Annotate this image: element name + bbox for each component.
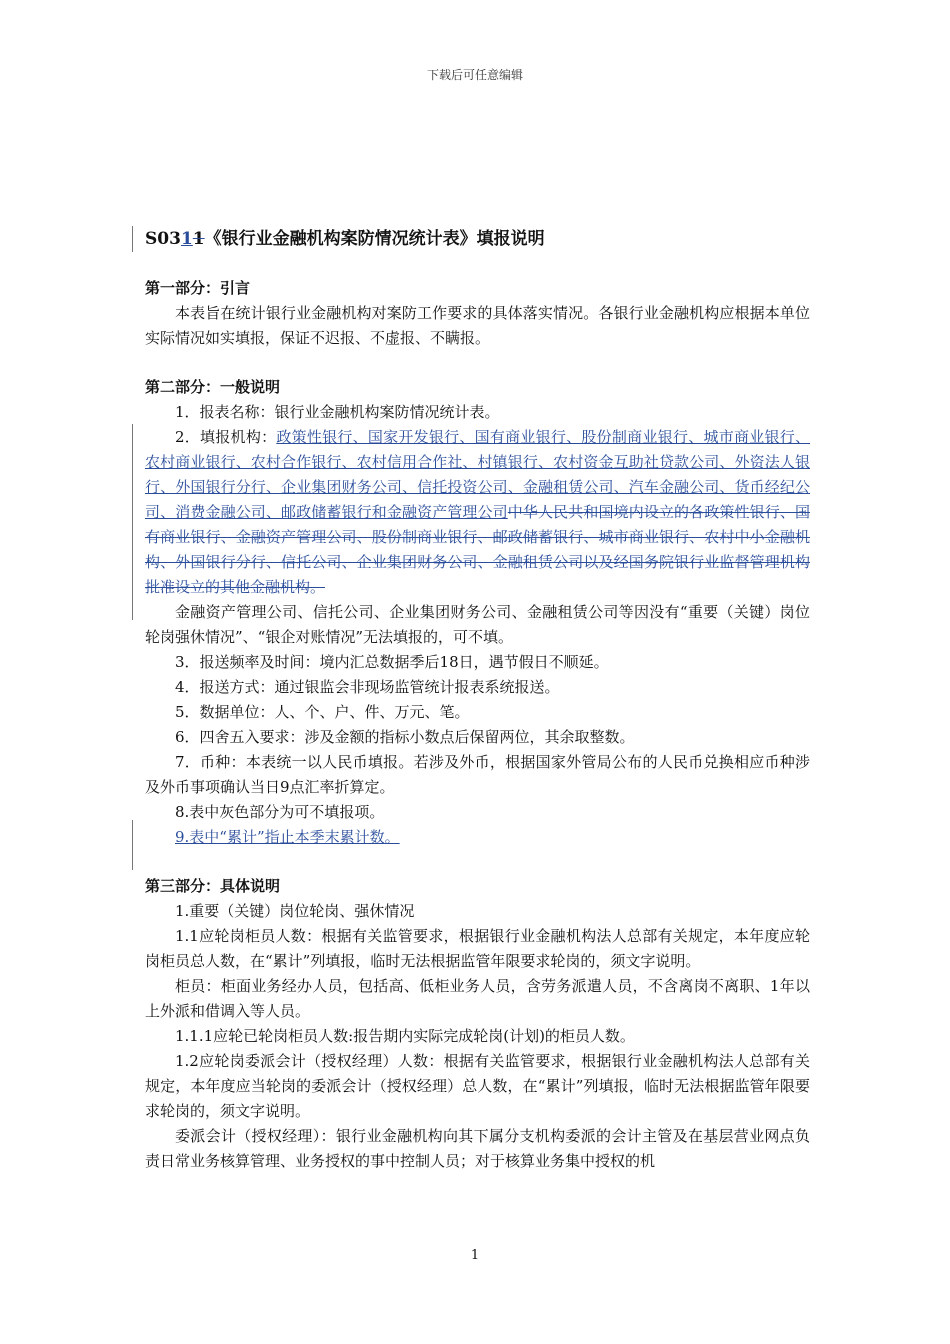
part3-section1-1: 1.1应轮岗柜员人数：根据有关监管要求，根据银行业金融机构法人总部有关规定，本年度应轮岗柜员总人数，在“累计”列填报，临时无法根据监管年限要求轮岗的，须文字说明。 xyxy=(145,927,810,970)
item2-prefix: 2．填报机构： xyxy=(175,428,277,446)
revision-bar-institutions xyxy=(132,424,133,620)
document-body xyxy=(145,226,810,1174)
part2-item4: 4．报送方式：通过银监会非现场监管统计报表系统报送。 xyxy=(175,678,560,696)
part2-item1: 1．报表名称：银行业金融机构案防情况统计表。 xyxy=(175,403,500,421)
part2-item3: 3．报送频率及时间：境内汇总数据季后18日，遇节假日不顺延。 xyxy=(175,653,609,671)
title-code-deleted: 1 xyxy=(192,229,205,249)
title-text: 《银行业金融机构案防情况统计表》填报说明 xyxy=(204,229,545,249)
revision-bar-items xyxy=(132,820,133,870)
item9-inserted-text: 9.表中“累计”指止本季末累计数。 xyxy=(175,828,400,846)
title-code-inserted: 1 xyxy=(180,229,193,249)
part2-item9 xyxy=(145,825,810,850)
page-header: 下载后可任意编辑 xyxy=(426,68,523,82)
part2-item2-note: 金融资产管理公司、信托公司、企业集团财务公司、金融租赁公司等因没有“重要（关键）岗位轮岗强休情况”、“银企对账情况”无法填报的，可不填。 xyxy=(145,603,810,646)
part3-section1: 1.重要（关键）岗位轮岗、强休情况 xyxy=(175,902,415,920)
title-code-prefix: S03 xyxy=(145,229,181,249)
part3-teller-definition: 柜员：柜面业务经办人员，包括高、低柜业务人员，含劳务派遣人员，不含离岗不离职、1年以上外派和借调入等人员。 xyxy=(145,977,810,1020)
part1-paragraph: 本表旨在统计银行业金融机构对案防工作要求的具体落实情况。各银行业金融机构应根据本单位实际情况如实填报，保证不迟报、不虚报、不瞒报。 xyxy=(145,304,810,347)
part2-heading: 第二部分：一般说明 xyxy=(145,378,281,396)
part2-item7: 7．币种：本表统一以人民币填报。若涉及外币，根据国家外管局公布的人民币兑换相应币种涉及外币事项确认当日9点汇率折算定。 xyxy=(145,753,810,796)
item2-inserted-text: 政策性银行、国家开发银行、国有商业银行、股份制商业银行、城市商业银行、农村商业银行、农村合作银行、农村信用合作社、村镇银行、农村资金互助社贷款公司、外资法人银行、外国银行分行、企业集团财务公司、信托投资公司、金融租赁公司、汽车金融公司、货币经纪公司、消费金融公司、邮政储蓄银行和金融资产管理公司 xyxy=(145,428,810,521)
item2-deleted-text: 中华人民共和国境内设立的各政策性银行、国有商业银行、金融资产管理公司、股份制商业银行、邮政储蓄银行、城市商业银行、农村中小金融机构、外国银行分行、信托公司、企业集团财务公司、金融租赁公司以及经国务院银行业监督管理机构批准设立的其他金融机构。 xyxy=(145,503,810,596)
part3-accountant-definition: 委派会计（授权经理）：银行业金融机构向其下属分支机构委派的会计主管及在基层营业网点负责日常业务核算管理、业务授权的事中控制人员；对于核算业务集中授权的机 xyxy=(145,1127,810,1170)
part3-section1-1-1: 1.1.1应轮已轮岗柜员人数:报告期内实际完成轮岗(计划)的柜员人数。 xyxy=(175,1027,635,1045)
revision-bar-title xyxy=(132,226,133,252)
part2-item5: 5．数据单位：人、个、户、件、万元、笔。 xyxy=(175,703,470,721)
part2-item8: 8.表中灰色部分为可不填报项。 xyxy=(175,803,385,821)
part3-section1-2: 1.2应轮岗委派会计（授权经理）人数：根据有关监管要求，根据银行业金融机构法人总部有关规定，本年度应当轮岗的委派会计（授权经理）总人数，在“累计”列填报，临时无法根据监管年限要求轮岗的，须文字说明。 xyxy=(145,1052,810,1120)
part1-heading: 第一部分：引言 xyxy=(145,279,251,297)
document-title xyxy=(145,226,810,252)
page-number: 1 xyxy=(470,1248,480,1263)
part2-item2 xyxy=(145,425,810,600)
part2-item6: 6．四舍五入要求：涉及金额的指标小数点后保留两位，其余取整数。 xyxy=(175,728,635,746)
part3-heading: 第三部分：具体说明 xyxy=(145,877,281,895)
